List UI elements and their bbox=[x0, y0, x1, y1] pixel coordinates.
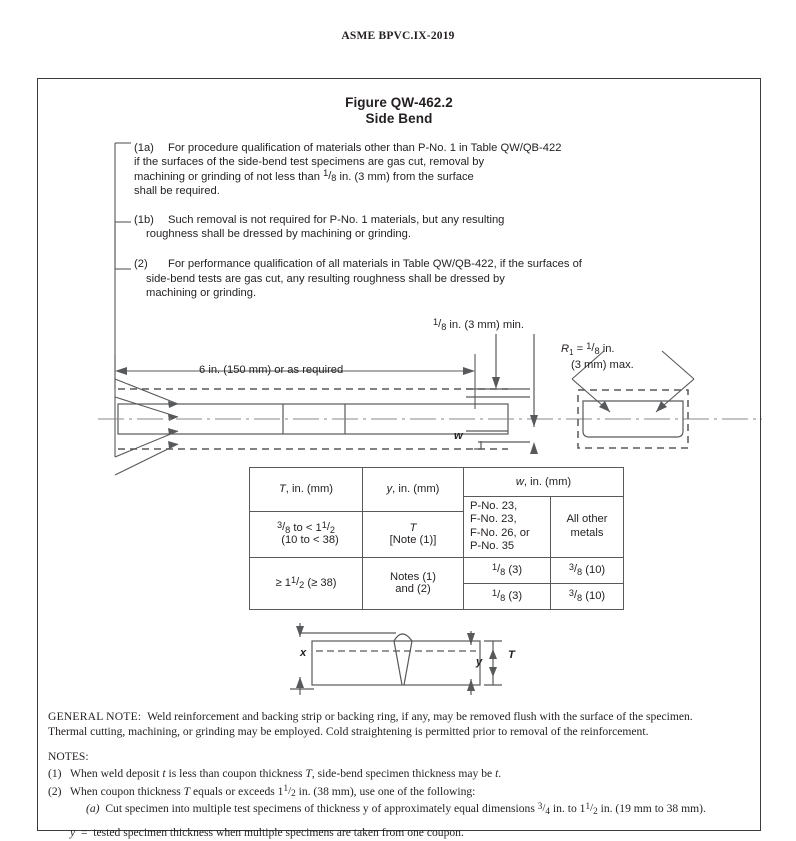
length-dimension-label: 6 in. (150 mm) or as required bbox=[199, 364, 344, 376]
y-label: y bbox=[476, 656, 483, 668]
specimen-table-wrapper bbox=[249, 467, 624, 610]
cell-w-left-a: 1/8 (3) bbox=[464, 557, 551, 583]
figure-container bbox=[37, 78, 761, 840]
note-1a-line2: if the surfaces of the side-bend test specimens are gas cut, removal by bbox=[134, 156, 485, 169]
thickness-dimension bbox=[466, 334, 534, 442]
general-note-line2: Thermal cutting, machining, or grinding may be employed. Cold straightening is permitted prior to removal of the reinforcement. bbox=[48, 725, 649, 739]
figure-title-line1: Figure QW-462.2 bbox=[345, 95, 453, 110]
specimen-reinforcement-outline bbox=[118, 389, 508, 449]
figure-note-2 bbox=[134, 257, 724, 300]
weld-crown bbox=[394, 634, 412, 641]
notes-heading: NOTES: bbox=[48, 749, 89, 763]
final-note: y = tested specimen thickness when multiple specimens are taken from one coupon. bbox=[70, 826, 464, 840]
header-T: T, in. (mm) bbox=[250, 468, 363, 512]
cell-T-row1: 3/8 to < 11/2 (10 to < 38) bbox=[250, 511, 363, 557]
cross-section-diagram bbox=[286, 619, 536, 703]
w-dimension-label: w bbox=[454, 430, 463, 442]
cell-T-row2: ≥ 11/2 (≥ 38) bbox=[250, 557, 363, 609]
figure-title bbox=[38, 95, 760, 127]
table-header-row bbox=[250, 468, 624, 497]
cell-y-row2 bbox=[363, 557, 464, 609]
general-note-label: GENERAL NOTE: bbox=[48, 710, 142, 723]
general-note-line1: Weld reinforcement and backing strip or backing ring, if any, may be removed flush with the surface of the specimen. bbox=[147, 710, 693, 723]
bottom-note-2 bbox=[48, 784, 754, 799]
header-y: y, in. (mm) bbox=[363, 468, 464, 512]
figure-note-1b bbox=[134, 213, 724, 242]
note-2-line2: side-bend tests are gas cut, any resulting roughness shall be dressed by bbox=[146, 272, 505, 285]
length-dimension bbox=[115, 354, 475, 409]
specimen-body bbox=[118, 404, 508, 434]
note-1b-line1: Such removal is not required for P-No. 1 materials, but any resulting bbox=[168, 213, 505, 226]
figure-note-1a-label: (1a) bbox=[134, 142, 154, 154]
figure-notes bbox=[134, 141, 724, 312]
cell-y-row1: T [Note (1)] bbox=[363, 511, 464, 557]
figure-note-2-label: (2) bbox=[134, 258, 148, 271]
cell-y-row2-l1: Notes (1) bbox=[389, 571, 436, 584]
bottom-note-2-label: (2) bbox=[48, 784, 62, 798]
T-dimension bbox=[484, 641, 502, 685]
x-label: x bbox=[300, 647, 307, 659]
coupon-outline bbox=[312, 641, 483, 685]
subheader-w-left-l4: P-No. 35 bbox=[470, 540, 515, 553]
note-1a-line1: For procedure qualification of materials other than P-No. 1 in Table QW/QB-422 bbox=[168, 142, 562, 154]
bottom-notes bbox=[48, 709, 754, 841]
page-header: ASME BPVC.IX-2019 bbox=[341, 30, 455, 42]
bottom-note-1-text: When weld deposit t is less than coupon thickness T, side-bend specimen thickness may be t. bbox=[70, 767, 502, 781]
leader-arrows bbox=[115, 379, 178, 475]
subheader-w-right bbox=[551, 497, 624, 558]
T-label: T bbox=[508, 649, 515, 661]
cell-w-left-b: 1/8 (3) bbox=[464, 583, 551, 609]
note-2-line1: For performance qualification of all materials in Table QW/QB-422, if the surfaces of bbox=[168, 258, 582, 271]
thickness-min-label: 1/8 in. (3 mm) min. bbox=[433, 316, 525, 332]
table-row bbox=[250, 557, 624, 583]
figure-note-1b-label: (1b) bbox=[134, 213, 154, 226]
bottom-subnote-a: (a) Cut specimen into multiple test specimens of thickness y of approximately equal dimensions 3/4 in. to 11/2 in. (19 mm to 38 mm). bbox=[86, 800, 706, 816]
cell-w-right-a: 3/8 (10) bbox=[551, 557, 624, 583]
subheader-w-right-l1: All other bbox=[566, 513, 608, 526]
cell-y-row2-l2: and (2) bbox=[395, 583, 431, 596]
figure-note-1a-text bbox=[134, 142, 561, 197]
note-1a-line3: machining or grinding of not less than 1/8 in. (3 mm) from the surface bbox=[134, 168, 474, 184]
weld-bevel bbox=[394, 641, 412, 685]
subheader-w-right-l2: metals bbox=[570, 526, 604, 539]
subheader-w-left bbox=[464, 497, 551, 558]
radius-label: $R_1 = 1/8$ in. (3 mm) max. bbox=[561, 340, 634, 372]
subheader-w-left-l2: F-No. 23, bbox=[470, 513, 517, 526]
subheader-w-left-l3: F-No. 26, or bbox=[470, 526, 530, 539]
figure-note-2-text bbox=[134, 258, 724, 300]
figure-title-line2: Side Bend bbox=[365, 111, 433, 126]
thickness-min-text: in. (3 mm) min. bbox=[449, 319, 525, 331]
bottom-note-1 bbox=[48, 766, 754, 781]
note-1a-line4: shall be required. bbox=[134, 185, 220, 198]
radius-label-line2: (3 mm) max. bbox=[571, 359, 634, 372]
specimen-table bbox=[249, 467, 624, 610]
w-leader bbox=[474, 441, 481, 449]
cell-w-right-b: 3/8 (10) bbox=[551, 583, 624, 609]
header-w: w, in. (mm) bbox=[464, 468, 624, 497]
subheader-w-left-l1: P-No. 23, bbox=[470, 500, 518, 512]
leader-arrowheads bbox=[168, 401, 178, 448]
general-note bbox=[48, 709, 754, 740]
bottom-note-1-label: (1) bbox=[48, 767, 62, 781]
note-2-line3: machining or grinding. bbox=[146, 287, 257, 300]
note-1b-line2: roughness shall be dressed by machining or grinding. bbox=[146, 228, 411, 241]
bottom-subnote-a-label: (a) bbox=[86, 802, 100, 816]
figure-note-1a bbox=[134, 141, 724, 199]
bottom-note-2-text: When coupon thickness T equals or exceeds 11/2 in. (38 mm), use one of the following: bbox=[70, 783, 476, 799]
figure-note-1b-text bbox=[134, 214, 724, 242]
